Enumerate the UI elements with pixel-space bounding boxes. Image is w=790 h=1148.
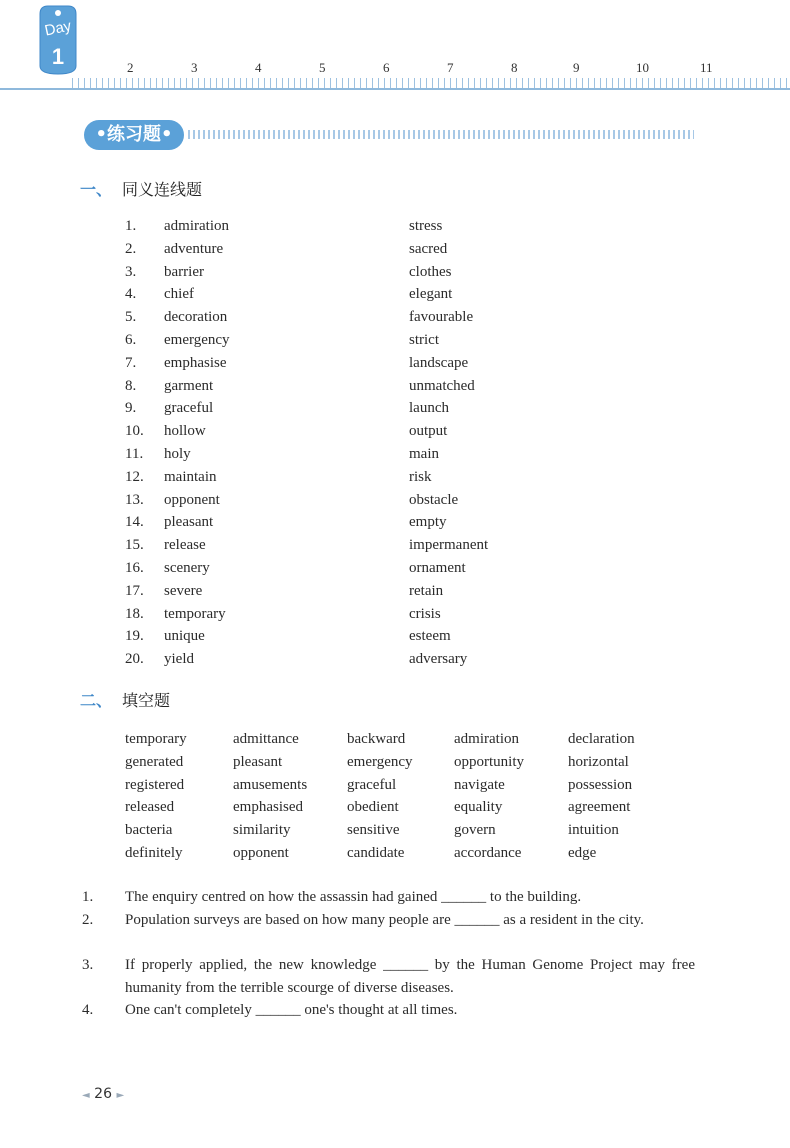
match-item-word: barrier xyxy=(164,263,204,280)
ruler-number: 9 xyxy=(573,60,580,75)
match-row xyxy=(0,397,790,419)
word-bank-item: definitely xyxy=(125,845,183,861)
word-bank-item: temporary xyxy=(125,731,187,747)
match-item-word: admiration xyxy=(164,218,229,234)
match-item-number: 11. xyxy=(125,446,144,462)
word-bank-item: intuition xyxy=(568,822,619,839)
prev-page-arrow-icon: ◄ xyxy=(82,1090,90,1101)
section1-title xyxy=(80,177,202,200)
word-bank-item: admittance xyxy=(233,731,299,747)
question-text: Population surveys are based on how many people are ______ as a resident in the city. xyxy=(125,912,644,928)
word-bank-item: admiration xyxy=(454,731,519,747)
word-bank-item: generated xyxy=(125,753,184,770)
match-item-word: adventure xyxy=(164,240,224,257)
match-row xyxy=(0,489,790,511)
section1-number: 一、 xyxy=(80,180,113,199)
word-bank-item: edge xyxy=(568,845,597,861)
match-item-number: 10. xyxy=(125,423,144,440)
ruler-number: 3 xyxy=(191,60,198,75)
word-bank-item: accordance xyxy=(454,845,522,861)
practice-banner: •练习题• xyxy=(84,120,184,150)
word-bank-item: backward xyxy=(347,731,406,747)
match-item-number: 15. xyxy=(125,537,144,554)
question-number: 1. xyxy=(82,889,94,905)
match-item-word: temporary xyxy=(164,605,226,622)
match-item-word: unique xyxy=(164,628,205,645)
word-bank-item: govern xyxy=(454,822,496,839)
match-item-number: 18. xyxy=(125,605,144,622)
match-row xyxy=(0,283,790,305)
match-item-number: 9. xyxy=(125,400,137,417)
ruler-number: 11 xyxy=(700,60,713,75)
word-bank-item: released xyxy=(125,799,175,816)
match-item-word: hollow xyxy=(164,423,206,440)
match-item-word: yield xyxy=(164,651,194,668)
match-row xyxy=(0,625,790,647)
word-bank-item: pleasant xyxy=(233,753,283,770)
match-item-synonym: crisis xyxy=(409,605,441,622)
match-item-synonym: ornament xyxy=(409,560,466,576)
match-item-number: 3. xyxy=(125,263,137,280)
ruler-number: 10 xyxy=(636,60,649,75)
question-text: One can't completely ______ one's thought at all times. xyxy=(125,1002,458,1018)
header-ruler-ticks xyxy=(72,78,790,88)
match-item-synonym: retain xyxy=(409,582,444,599)
word-bank-item: horizontal xyxy=(568,753,629,770)
match-item-synonym: landscape xyxy=(409,354,469,371)
match-row xyxy=(0,238,790,260)
match-row xyxy=(0,603,790,625)
match-item-synonym: sacred xyxy=(409,240,448,257)
match-item-synonym: main xyxy=(409,446,439,462)
word-bank-item: agreement xyxy=(568,799,631,816)
match-item-number: 2. xyxy=(125,240,137,257)
match-row xyxy=(0,261,790,283)
match-item-word: emphasise xyxy=(164,354,227,371)
match-item-word: holy xyxy=(164,446,191,462)
word-bank-item: opponent xyxy=(233,845,289,861)
section2-number: 二、 xyxy=(80,691,113,710)
match-item-synonym: clothes xyxy=(409,263,452,280)
match-item-synonym: favourable xyxy=(409,309,474,326)
match-item-number: 12. xyxy=(125,468,144,485)
word-bank-item: registered xyxy=(125,776,185,793)
match-row xyxy=(0,375,790,397)
match-item-word: graceful xyxy=(164,400,214,417)
day-number: 1 xyxy=(51,44,65,69)
day-label: Day xyxy=(43,17,73,40)
match-item-number: 8. xyxy=(125,377,137,394)
match-item-synonym: launch xyxy=(409,400,449,417)
match-item-synonym: stress xyxy=(409,218,443,234)
match-item-number: 1. xyxy=(125,218,137,234)
match-item-word: scenery xyxy=(164,560,210,576)
ruler-number: 5 xyxy=(319,60,326,75)
match-row xyxy=(0,466,790,488)
question-number: 4. xyxy=(82,1002,94,1018)
match-item-synonym: impermanent xyxy=(409,537,489,554)
match-item-synonym: adversary xyxy=(409,651,468,668)
match-item-synonym: risk xyxy=(409,468,432,485)
word-bank-item: obedient xyxy=(347,799,399,816)
word-bank-item: declaration xyxy=(568,731,635,747)
match-row xyxy=(0,420,790,442)
word-bank-item: emergency xyxy=(347,753,413,770)
question-number: 3. xyxy=(82,957,94,973)
match-item-number: 7. xyxy=(125,354,137,371)
question-text: The enquiry centred on how the assassin had gained ______ to the building. xyxy=(125,889,582,905)
banner-dotted-line xyxy=(188,130,694,139)
match-item-word: opponent xyxy=(164,491,220,508)
match-item-word: pleasant xyxy=(164,514,214,531)
word-bank-item: candidate xyxy=(347,845,405,861)
word-bank-item: similarity xyxy=(233,822,291,839)
match-item-number: 13. xyxy=(125,491,144,508)
match-item-number: 17. xyxy=(125,582,144,599)
day-tag xyxy=(38,4,78,76)
match-item-word: emergency xyxy=(164,332,230,348)
word-bank-item: sensitive xyxy=(347,822,400,839)
match-item-number: 20. xyxy=(125,651,144,668)
match-row xyxy=(0,352,790,374)
match-row xyxy=(0,648,790,670)
match-item-synonym: empty xyxy=(409,514,447,531)
match-row xyxy=(0,443,790,465)
ruler-number: 7 xyxy=(447,60,454,75)
match-row xyxy=(0,511,790,533)
page-number-value: 26 xyxy=(94,1086,112,1102)
match-row xyxy=(0,580,790,602)
match-row xyxy=(0,557,790,579)
match-row xyxy=(0,306,790,328)
section2-title xyxy=(80,688,170,711)
next-page-arrow-icon: ► xyxy=(116,1090,125,1101)
match-item-number: 19. xyxy=(125,628,144,645)
match-item-word: decoration xyxy=(164,309,228,326)
section2-title-text: 填空题 xyxy=(122,691,171,710)
match-row xyxy=(0,534,790,556)
match-item-word: severe xyxy=(164,582,203,599)
word-bank-item: graceful xyxy=(347,776,397,793)
question-number: 2. xyxy=(82,912,94,928)
match-item-number: 4. xyxy=(125,286,137,303)
match-item-synonym: strict xyxy=(409,332,439,348)
page-number xyxy=(82,1086,124,1102)
match-item-synonym: obstacle xyxy=(409,491,459,508)
match-item-synonym: esteem xyxy=(409,628,451,645)
question-text: If properly applied, the new knowledge ______ by the Human Genome Project may free humanity from the terrible scourge of diverse diseases. xyxy=(125,957,695,996)
word-bank-item: navigate xyxy=(454,776,505,793)
match-item-synonym: output xyxy=(409,423,448,440)
word-bank-item: possession xyxy=(568,776,633,793)
match-item-synonym: unmatched xyxy=(409,377,475,394)
ruler-number: 8 xyxy=(511,60,518,75)
word-bank-item: equality xyxy=(454,799,503,816)
word-bank-item: bacteria xyxy=(125,822,173,839)
match-item-number: 5. xyxy=(125,309,137,326)
match-item-number: 14. xyxy=(125,514,144,531)
word-bank-item: opportunity xyxy=(454,753,524,770)
match-row xyxy=(0,329,790,351)
match-item-number: 16. xyxy=(125,560,144,576)
word-bank-item: emphasised xyxy=(233,799,303,816)
match-item-word: release xyxy=(164,537,206,554)
ruler-number: 6 xyxy=(383,60,390,75)
header-ruler-line xyxy=(0,88,790,90)
section1-title-text: 同义连线题 xyxy=(122,180,203,199)
match-item-word: garment xyxy=(164,377,214,394)
word-bank-item: amusements xyxy=(233,776,308,793)
match-item-word: maintain xyxy=(164,468,217,485)
match-item-number: 6. xyxy=(125,332,137,348)
match-row xyxy=(0,215,790,237)
match-item-word: chief xyxy=(164,286,194,303)
match-item-synonym: elegant xyxy=(409,286,453,303)
ruler-number: 4 xyxy=(255,60,262,75)
ruler-number: 2 xyxy=(127,60,134,75)
